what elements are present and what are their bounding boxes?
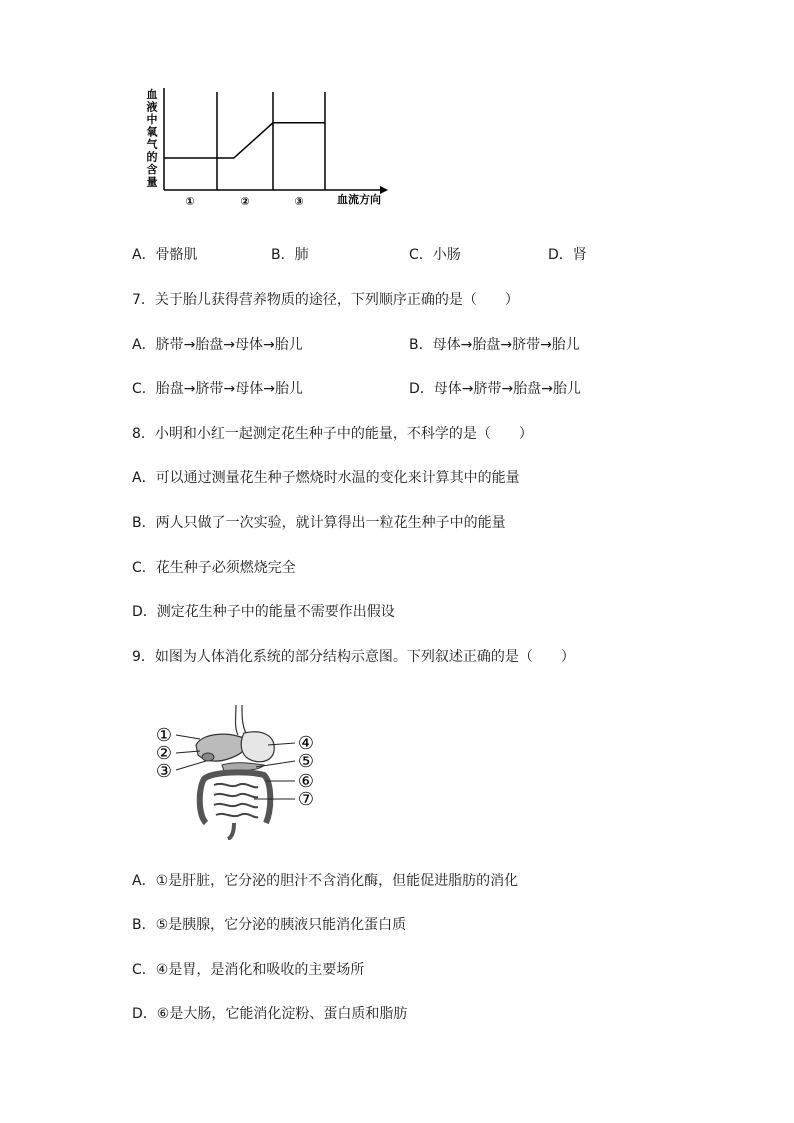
q8-stem: 8．小明和小红一起测定花生种子中的能量，不科学的是（ ） bbox=[132, 426, 533, 442]
small-intestine-shape bbox=[214, 784, 258, 817]
oxygen-content-chart bbox=[140, 82, 400, 212]
y-axis-label-char: 氧 bbox=[146, 125, 158, 139]
y-axis-label-char: 量 bbox=[146, 175, 158, 189]
y-axis-label-char: 血 bbox=[146, 88, 158, 101]
esophagus-shape bbox=[236, 705, 247, 735]
figure-label-4: ④ bbox=[297, 733, 315, 754]
stomach-shape bbox=[241, 732, 274, 762]
y-axis-label-char: 中 bbox=[146, 113, 158, 126]
q7-option-c: C．胎盘→脐带→母体→胎儿 bbox=[132, 381, 303, 397]
y-axis-label bbox=[147, 87, 159, 189]
q8-option-b: B．两人只做了一次实验，就计算得出一粒花生种子中的能量 bbox=[132, 515, 506, 531]
digestive-system-figure bbox=[150, 705, 325, 840]
q8-option-c: C．花生种子必须燃烧完全 bbox=[132, 560, 296, 576]
q7-option-a: A．脐带→胎盘→母体→胎儿 bbox=[132, 337, 303, 353]
y-axis-label-char: 液 bbox=[146, 100, 158, 114]
x-axis-arrow bbox=[380, 186, 388, 194]
oxygen-series-line bbox=[164, 123, 325, 158]
q9-option-d: D．⑥是大肠，它能消化淀粉、蛋白质和脂肪 bbox=[132, 1006, 408, 1022]
y-axis-label-char: 含 bbox=[146, 163, 158, 176]
q7-option-d: D．母体→脐带→胎盘→胎儿 bbox=[409, 381, 581, 397]
rectum-shape bbox=[228, 823, 234, 839]
q6-option-b: B．肺 bbox=[271, 247, 309, 263]
region-label-1: ① bbox=[185, 195, 195, 208]
figure-label-3: ③ bbox=[155, 761, 173, 782]
q9-option-a: A．①是肝脏，它分泌的胆汁不含消化酶，但能促进脂肪的消化 bbox=[132, 873, 519, 889]
q8-option-a: A．可以通过测量花生种子燃烧时水温的变化来计算其中的能量 bbox=[132, 470, 520, 486]
leader-line-2 bbox=[176, 751, 200, 753]
q6-option-a: A．骨骼肌 bbox=[132, 247, 198, 263]
q9-option-b: B．⑤是胰腺，它分泌的胰液只能消化蛋白质 bbox=[132, 917, 407, 933]
leader-line-3 bbox=[176, 761, 206, 770]
figure-label-5: ⑤ bbox=[297, 751, 315, 772]
leader-line-1 bbox=[176, 735, 200, 739]
q6-option-d: D．肾 bbox=[548, 247, 587, 263]
q7-stem: 7．关于胎儿获得营养物质的途径，下列顺序正确的是（ ） bbox=[132, 292, 519, 308]
figure-label-2: ② bbox=[155, 743, 173, 764]
y-axis-label-char: 的 bbox=[146, 150, 158, 164]
region-label-2: ② bbox=[240, 195, 250, 208]
figure-label-7: ⑦ bbox=[297, 789, 315, 810]
x-axis-label: 血流方向 bbox=[337, 193, 381, 206]
q7-option-b: B．母体→胎盘→脐带→胎儿 bbox=[409, 337, 580, 353]
q9-stem: 9．如图为人体消化系统的部分结构示意图。下列叙述正确的是（ ） bbox=[132, 649, 575, 665]
q8-option-d: D．测定花生种子中的能量不需要作出假设 bbox=[132, 604, 395, 620]
region-label-3: ③ bbox=[294, 195, 304, 208]
y-axis-label-char: 气 bbox=[146, 138, 158, 151]
figure-label-1: ① bbox=[155, 725, 173, 746]
gallbladder-shape bbox=[202, 753, 214, 761]
figure-label-6: ⑥ bbox=[297, 771, 315, 792]
q9-option-c: C．④是胃，是消化和吸收的主要场所 bbox=[132, 962, 365, 978]
q6-option-c: C．小肠 bbox=[409, 247, 461, 263]
